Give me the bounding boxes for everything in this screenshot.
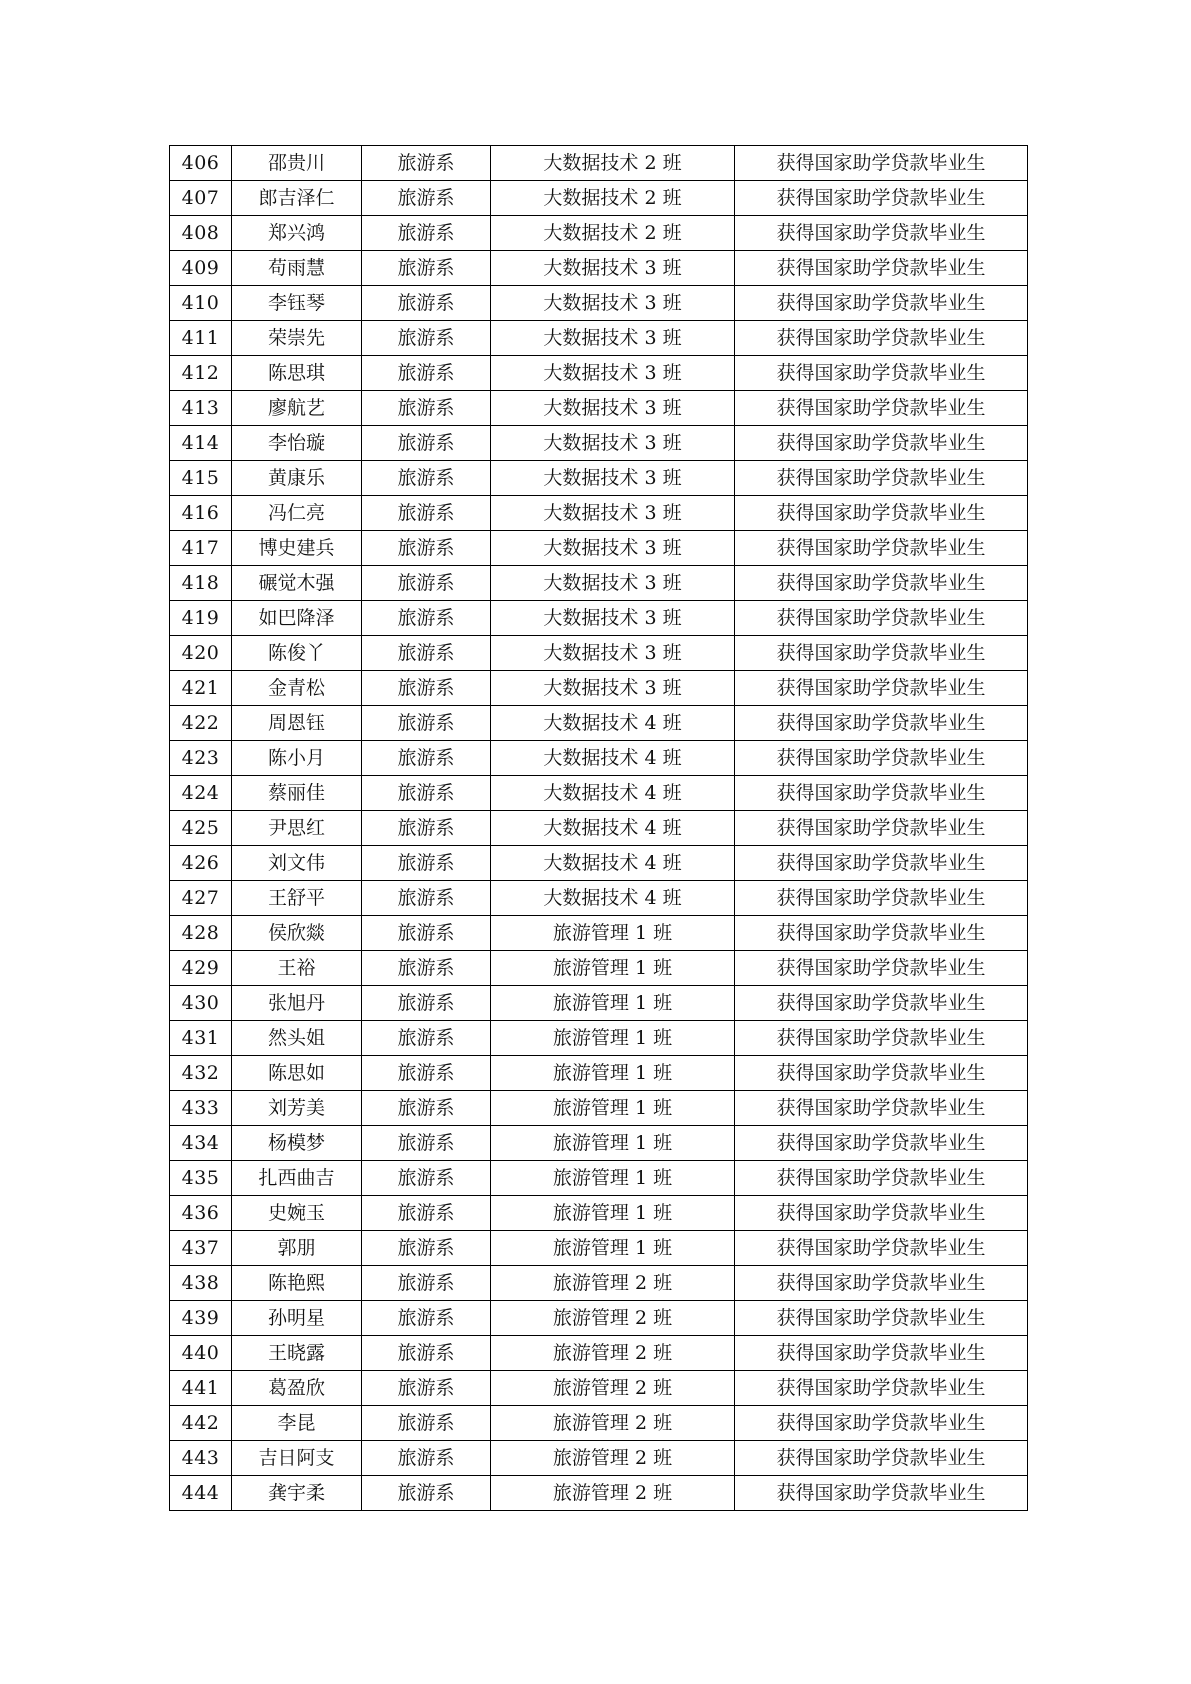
status-cell: 获得国家助学贷款毕业生: [735, 181, 1028, 216]
row-number-cell: 425: [170, 811, 232, 846]
department-cell: 旅游系: [362, 1406, 491, 1441]
class-cell: 旅游管理 1 班: [491, 916, 735, 951]
row-number-cell: 417: [170, 531, 232, 566]
table-row: [170, 846, 1028, 881]
table-row: [170, 1056, 1028, 1091]
row-number-cell: 407: [170, 181, 232, 216]
student-name-cell: 郑兴鸿: [232, 216, 362, 251]
row-number-cell: 409: [170, 251, 232, 286]
department-cell: 旅游系: [362, 251, 491, 286]
class-cell: 旅游管理 1 班: [491, 1161, 735, 1196]
table-row: [170, 181, 1028, 216]
row-number-cell: 438: [170, 1266, 232, 1301]
row-number-cell: 416: [170, 496, 232, 531]
status-cell: 获得国家助学贷款毕业生: [735, 251, 1028, 286]
student-name-cell: 王裕: [232, 951, 362, 986]
class-cell: 大数据技术 3 班: [491, 391, 735, 426]
class-cell: 大数据技术 3 班: [491, 426, 735, 461]
department-cell: 旅游系: [362, 1266, 491, 1301]
table-row: [170, 251, 1028, 286]
class-cell: 旅游管理 2 班: [491, 1301, 735, 1336]
class-cell: 大数据技术 3 班: [491, 496, 735, 531]
status-cell: 获得国家助学贷款毕业生: [735, 1021, 1028, 1056]
status-cell: 获得国家助学贷款毕业生: [735, 216, 1028, 251]
department-cell: 旅游系: [362, 181, 491, 216]
roster-table-body: [170, 146, 1028, 1511]
table-row: [170, 986, 1028, 1021]
class-cell: 大数据技术 3 班: [491, 566, 735, 601]
class-cell: 大数据技术 2 班: [491, 216, 735, 251]
student-name-cell: 杨模梦: [232, 1126, 362, 1161]
department-cell: 旅游系: [362, 286, 491, 321]
department-cell: 旅游系: [362, 1056, 491, 1091]
table-row: [170, 461, 1028, 496]
department-cell: 旅游系: [362, 321, 491, 356]
student-name-cell: 冯仁亮: [232, 496, 362, 531]
row-number-cell: 406: [170, 146, 232, 181]
class-cell: 大数据技术 3 班: [491, 321, 735, 356]
class-cell: 大数据技术 4 班: [491, 741, 735, 776]
student-name-cell: 李钰琴: [232, 286, 362, 321]
row-number-cell: 430: [170, 986, 232, 1021]
row-number-cell: 420: [170, 636, 232, 671]
table-row: [170, 146, 1028, 181]
student-name-cell: 碾觉木强: [232, 566, 362, 601]
student-name-cell: 陈俊丫: [232, 636, 362, 671]
department-cell: 旅游系: [362, 846, 491, 881]
table-row: [170, 706, 1028, 741]
class-cell: 大数据技术 3 班: [491, 286, 735, 321]
student-name-cell: 博史建兵: [232, 531, 362, 566]
status-cell: 获得国家助学贷款毕业生: [735, 846, 1028, 881]
row-number-cell: 426: [170, 846, 232, 881]
department-cell: 旅游系: [362, 1371, 491, 1406]
class-cell: 旅游管理 2 班: [491, 1406, 735, 1441]
department-cell: 旅游系: [362, 391, 491, 426]
department-cell: 旅游系: [362, 741, 491, 776]
department-cell: 旅游系: [362, 1231, 491, 1266]
department-cell: 旅游系: [362, 636, 491, 671]
table-row: [170, 776, 1028, 811]
row-number-cell: 443: [170, 1441, 232, 1476]
department-cell: 旅游系: [362, 426, 491, 461]
student-name-cell: 刘文伟: [232, 846, 362, 881]
class-cell: 大数据技术 3 班: [491, 461, 735, 496]
row-number-cell: 435: [170, 1161, 232, 1196]
department-cell: 旅游系: [362, 601, 491, 636]
table-row: [170, 1091, 1028, 1126]
department-cell: 旅游系: [362, 461, 491, 496]
row-number-cell: 413: [170, 391, 232, 426]
status-cell: 获得国家助学贷款毕业生: [735, 1161, 1028, 1196]
student-name-cell: 扎西曲吉: [232, 1161, 362, 1196]
student-name-cell: 葛盈欣: [232, 1371, 362, 1406]
student-name-cell: 陈小月: [232, 741, 362, 776]
row-number-cell: 408: [170, 216, 232, 251]
class-cell: 旅游管理 2 班: [491, 1371, 735, 1406]
table-row: [170, 286, 1028, 321]
table-row: [170, 1161, 1028, 1196]
student-name-cell: 侯欣燚: [232, 916, 362, 951]
class-cell: 大数据技术 3 班: [491, 531, 735, 566]
department-cell: 旅游系: [362, 146, 491, 181]
class-cell: 旅游管理 1 班: [491, 1056, 735, 1091]
row-number-cell: 431: [170, 1021, 232, 1056]
department-cell: 旅游系: [362, 1476, 491, 1511]
department-cell: 旅游系: [362, 1301, 491, 1336]
department-cell: 旅游系: [362, 1126, 491, 1161]
student-name-cell: 廖航艺: [232, 391, 362, 426]
department-cell: 旅游系: [362, 1021, 491, 1056]
status-cell: 获得国家助学贷款毕业生: [735, 636, 1028, 671]
class-cell: 大数据技术 4 班: [491, 811, 735, 846]
student-name-cell: 刘芳美: [232, 1091, 362, 1126]
student-name-cell: 金青松: [232, 671, 362, 706]
status-cell: 获得国家助学贷款毕业生: [735, 1196, 1028, 1231]
status-cell: 获得国家助学贷款毕业生: [735, 1056, 1028, 1091]
class-cell: 旅游管理 2 班: [491, 1441, 735, 1476]
table-row: [170, 1371, 1028, 1406]
class-cell: 旅游管理 1 班: [491, 1231, 735, 1266]
student-name-cell: 黄康乐: [232, 461, 362, 496]
class-cell: 大数据技术 4 班: [491, 846, 735, 881]
department-cell: 旅游系: [362, 1161, 491, 1196]
status-cell: 获得国家助学贷款毕业生: [735, 426, 1028, 461]
status-cell: 获得国家助学贷款毕业生: [735, 566, 1028, 601]
status-cell: 获得国家助学贷款毕业生: [735, 356, 1028, 391]
status-cell: 获得国家助学贷款毕业生: [735, 1441, 1028, 1476]
table-row: [170, 916, 1028, 951]
row-number-cell: 414: [170, 426, 232, 461]
row-number-cell: 419: [170, 601, 232, 636]
row-number-cell: 433: [170, 1091, 232, 1126]
class-cell: 大数据技术 2 班: [491, 146, 735, 181]
row-number-cell: 441: [170, 1371, 232, 1406]
status-cell: 获得国家助学贷款毕业生: [735, 986, 1028, 1021]
row-number-cell: 428: [170, 916, 232, 951]
student-name-cell: 王晓露: [232, 1336, 362, 1371]
row-number-cell: 444: [170, 1476, 232, 1511]
table-row: [170, 391, 1028, 426]
class-cell: 旅游管理 2 班: [491, 1336, 735, 1371]
status-cell: 获得国家助学贷款毕业生: [735, 496, 1028, 531]
status-cell: 获得国家助学贷款毕业生: [735, 776, 1028, 811]
class-cell: 大数据技术 4 班: [491, 881, 735, 916]
department-cell: 旅游系: [362, 916, 491, 951]
class-cell: 大数据技术 3 班: [491, 636, 735, 671]
department-cell: 旅游系: [362, 531, 491, 566]
table-row: [170, 216, 1028, 251]
student-name-cell: 陈艳熙: [232, 1266, 362, 1301]
row-number-cell: 411: [170, 321, 232, 356]
class-cell: 大数据技术 3 班: [491, 251, 735, 286]
table-row: [170, 1441, 1028, 1476]
student-name-cell: 郎吉泽仁: [232, 181, 362, 216]
row-number-cell: 415: [170, 461, 232, 496]
table-row: [170, 1301, 1028, 1336]
status-cell: 获得国家助学贷款毕业生: [735, 1266, 1028, 1301]
department-cell: 旅游系: [362, 1336, 491, 1371]
status-cell: 获得国家助学贷款毕业生: [735, 1476, 1028, 1511]
student-name-cell: 蔡丽佳: [232, 776, 362, 811]
table-row: [170, 1476, 1028, 1511]
student-name-cell: 苟雨慧: [232, 251, 362, 286]
class-cell: 大数据技术 2 班: [491, 181, 735, 216]
row-number-cell: 429: [170, 951, 232, 986]
row-number-cell: 432: [170, 1056, 232, 1091]
table-row: [170, 566, 1028, 601]
student-name-cell: 史婉玉: [232, 1196, 362, 1231]
department-cell: 旅游系: [362, 776, 491, 811]
student-name-cell: 尹思红: [232, 811, 362, 846]
student-name-cell: 荣崇先: [232, 321, 362, 356]
status-cell: 获得国家助学贷款毕业生: [735, 1091, 1028, 1126]
status-cell: 获得国家助学贷款毕业生: [735, 1301, 1028, 1336]
table-row: [170, 496, 1028, 531]
graduate-loan-roster-table: [169, 145, 1028, 1511]
status-cell: 获得国家助学贷款毕业生: [735, 671, 1028, 706]
class-cell: 大数据技术 4 班: [491, 776, 735, 811]
class-cell: 旅游管理 1 班: [491, 1021, 735, 1056]
department-cell: 旅游系: [362, 566, 491, 601]
status-cell: 获得国家助学贷款毕业生: [735, 601, 1028, 636]
department-cell: 旅游系: [362, 216, 491, 251]
class-cell: 旅游管理 2 班: [491, 1476, 735, 1511]
student-name-cell: 如巴降泽: [232, 601, 362, 636]
table-row: [170, 1196, 1028, 1231]
student-name-cell: 张旭丹: [232, 986, 362, 1021]
student-name-cell: 然头姐: [232, 1021, 362, 1056]
student-name-cell: 郭朋: [232, 1231, 362, 1266]
status-cell: 获得国家助学贷款毕业生: [735, 706, 1028, 741]
status-cell: 获得国家助学贷款毕业生: [735, 1126, 1028, 1161]
table-row: [170, 1406, 1028, 1441]
table-row: [170, 426, 1028, 461]
status-cell: 获得国家助学贷款毕业生: [735, 811, 1028, 846]
class-cell: 旅游管理 1 班: [491, 1126, 735, 1161]
row-number-cell: 418: [170, 566, 232, 601]
class-cell: 大数据技术 3 班: [491, 601, 735, 636]
status-cell: 获得国家助学贷款毕业生: [735, 1231, 1028, 1266]
student-name-cell: 吉日阿支: [232, 1441, 362, 1476]
table-row: [170, 671, 1028, 706]
table-row: [170, 601, 1028, 636]
row-number-cell: 421: [170, 671, 232, 706]
row-number-cell: 422: [170, 706, 232, 741]
student-name-cell: 陈思琪: [232, 356, 362, 391]
class-cell: 大数据技术 3 班: [491, 356, 735, 391]
class-cell: 旅游管理 1 班: [491, 951, 735, 986]
department-cell: 旅游系: [362, 951, 491, 986]
student-name-cell: 邵贵川: [232, 146, 362, 181]
department-cell: 旅游系: [362, 706, 491, 741]
student-name-cell: 周恩钰: [232, 706, 362, 741]
student-name-cell: 李昆: [232, 1406, 362, 1441]
table-row: [170, 741, 1028, 776]
table-row: [170, 951, 1028, 986]
student-name-cell: 龚宇柔: [232, 1476, 362, 1511]
row-number-cell: 423: [170, 741, 232, 776]
table-row: [170, 1021, 1028, 1056]
table-row: [170, 1266, 1028, 1301]
status-cell: 获得国家助学贷款毕业生: [735, 916, 1028, 951]
status-cell: 获得国家助学贷款毕业生: [735, 146, 1028, 181]
status-cell: 获得国家助学贷款毕业生: [735, 286, 1028, 321]
status-cell: 获得国家助学贷款毕业生: [735, 531, 1028, 566]
table-row: [170, 881, 1028, 916]
status-cell: 获得国家助学贷款毕业生: [735, 881, 1028, 916]
department-cell: 旅游系: [362, 986, 491, 1021]
student-name-cell: 王舒平: [232, 881, 362, 916]
student-name-cell: 孙明星: [232, 1301, 362, 1336]
table-row: [170, 1126, 1028, 1161]
class-cell: 旅游管理 1 班: [491, 986, 735, 1021]
row-number-cell: 427: [170, 881, 232, 916]
status-cell: 获得国家助学贷款毕业生: [735, 321, 1028, 356]
status-cell: 获得国家助学贷款毕业生: [735, 391, 1028, 426]
class-cell: 大数据技术 4 班: [491, 706, 735, 741]
department-cell: 旅游系: [362, 671, 491, 706]
department-cell: 旅游系: [362, 496, 491, 531]
student-name-cell: 陈思如: [232, 1056, 362, 1091]
class-cell: 旅游管理 1 班: [491, 1091, 735, 1126]
table-row: [170, 636, 1028, 671]
row-number-cell: 442: [170, 1406, 232, 1441]
department-cell: 旅游系: [362, 1091, 491, 1126]
class-cell: 旅游管理 1 班: [491, 1196, 735, 1231]
status-cell: 获得国家助学贷款毕业生: [735, 951, 1028, 986]
row-number-cell: 434: [170, 1126, 232, 1161]
status-cell: 获得国家助学贷款毕业生: [735, 461, 1028, 496]
row-number-cell: 439: [170, 1301, 232, 1336]
table-row: [170, 1231, 1028, 1266]
student-name-cell: 李怡璇: [232, 426, 362, 461]
department-cell: 旅游系: [362, 881, 491, 916]
department-cell: 旅游系: [362, 1196, 491, 1231]
row-number-cell: 436: [170, 1196, 232, 1231]
department-cell: 旅游系: [362, 1441, 491, 1476]
table-row: [170, 811, 1028, 846]
row-number-cell: 437: [170, 1231, 232, 1266]
class-cell: 旅游管理 2 班: [491, 1266, 735, 1301]
department-cell: 旅游系: [362, 811, 491, 846]
status-cell: 获得国家助学贷款毕业生: [735, 741, 1028, 776]
status-cell: 获得国家助学贷款毕业生: [735, 1406, 1028, 1441]
row-number-cell: 412: [170, 356, 232, 391]
table-row: [170, 531, 1028, 566]
department-cell: 旅游系: [362, 356, 491, 391]
status-cell: 获得国家助学贷款毕业生: [735, 1371, 1028, 1406]
class-cell: 大数据技术 3 班: [491, 671, 735, 706]
table-row: [170, 1336, 1028, 1371]
table-row: [170, 321, 1028, 356]
row-number-cell: 410: [170, 286, 232, 321]
status-cell: 获得国家助学贷款毕业生: [735, 1336, 1028, 1371]
row-number-cell: 424: [170, 776, 232, 811]
row-number-cell: 440: [170, 1336, 232, 1371]
table-row: [170, 356, 1028, 391]
